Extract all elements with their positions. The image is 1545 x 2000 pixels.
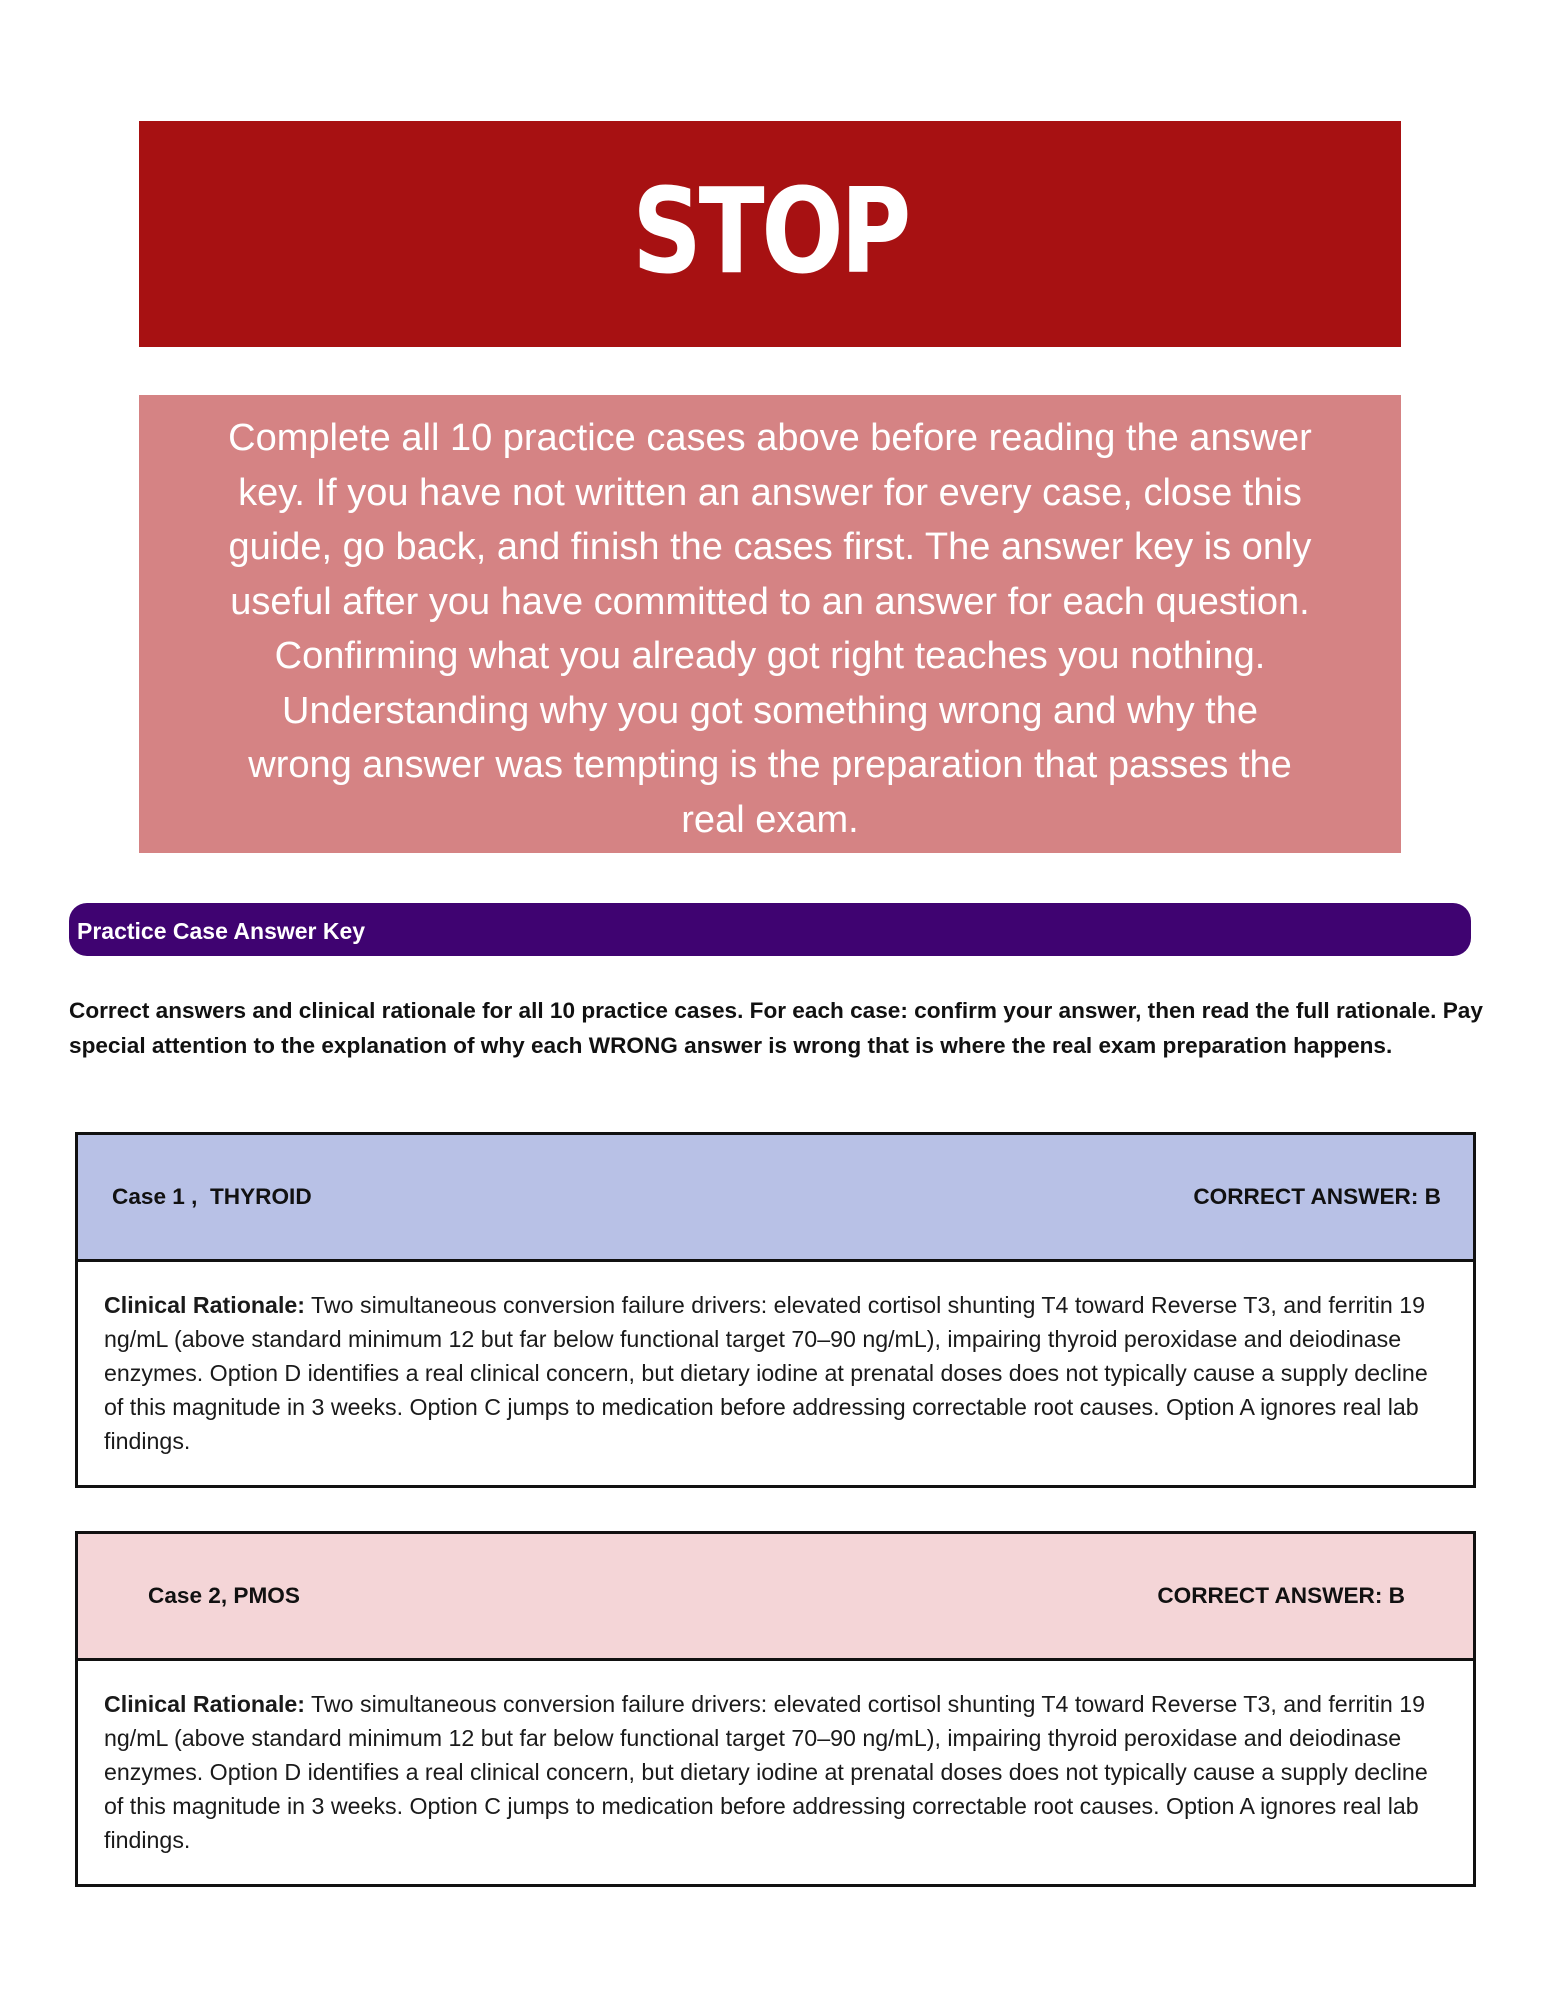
warning-line: key. If you have not written an answer for every case, close this <box>238 471 1302 514</box>
section-header <box>69 903 1471 956</box>
warning-line: wrong answer was tempting is the preparation that passes the <box>248 744 1292 786</box>
rationale-paragraph <box>104 1288 1445 1458</box>
rationale-paragraph <box>104 1687 1445 1857</box>
warning-line: Complete all 10 practice cases above before reading the answer <box>228 417 1312 459</box>
warning-line: Confirming what you already got right teaches you nothing. <box>274 635 1266 677</box>
warning-line: Understanding why you got something wrong and why the <box>282 689 1258 732</box>
stop-banner <box>139 121 1401 347</box>
case-title: Case 2, PMOS <box>148 1583 300 1608</box>
rationale-text: Two simultaneous conversion failure drivers: elevated cortisol shunting T4 toward Reverse T3, and ferritin 19 ng/mL (above standard minimum 12 but far below functional target 70–90 ng/mL), impairing thyroid peroxidase and deiodinase enzymes. Option D identifies a real clinical concern, but dietary iodine at prenatal doses does not typically cause a supply decline of this magnitude in 3 weeks. Option C jumps to medication before addressing correctable root causes. Option A ignores real lab findings. <box>104 1691 1428 1853</box>
case-card <box>75 1132 1476 1488</box>
case-card <box>75 1531 1476 1887</box>
intro-paragraph: Correct answers and clinical rationale for all 10 practice cases. For each case: confirm your answer, then read the full rationale. Pay special attention to the explanation of why each WRONG answer is wrong that is where the real exam preparation happens. <box>69 998 1483 1058</box>
warning-text <box>228 411 1312 847</box>
case-body <box>78 1262 1473 1458</box>
section-title: Practice Case Answer Key <box>77 918 366 944</box>
warning-line: guide, go back, and finish the cases first. The answer key is only <box>228 526 1312 568</box>
rationale-text: Two simultaneous conversion failure drivers: elevated cortisol shunting T4 toward Reverse T3, and ferritin 19 ng/mL (above standard minimum 12 but far below functional target 70–90 ng/mL), impairing thyroid peroxidase and deiodinase enzymes. Option D identifies a real clinical concern, but dietary iodine at prenatal doses does not typically cause a supply decline of this magnitude in 3 weeks. Option C jumps to medication before addressing correctable root causes. Option A ignores real lab findings. <box>104 1292 1428 1454</box>
stop-title: STOP <box>632 162 908 300</box>
warning-box <box>139 395 1401 853</box>
warning-line: useful after you have committed to an answer for each question. <box>230 580 1310 623</box>
correct-answer: CORRECT ANSWER: B <box>1193 1184 1441 1209</box>
case-body <box>78 1661 1473 1857</box>
rationale-label: Clinical Rationale: <box>104 1292 305 1318</box>
rationale-label: Clinical Rationale: <box>104 1691 305 1717</box>
case-header <box>78 1135 1473 1262</box>
correct-answer: CORRECT ANSWER: B <box>1157 1583 1405 1608</box>
case-title: Case 1 , THYROID <box>112 1184 312 1209</box>
warning-line: real exam. <box>681 798 859 841</box>
case-header <box>78 1534 1473 1661</box>
